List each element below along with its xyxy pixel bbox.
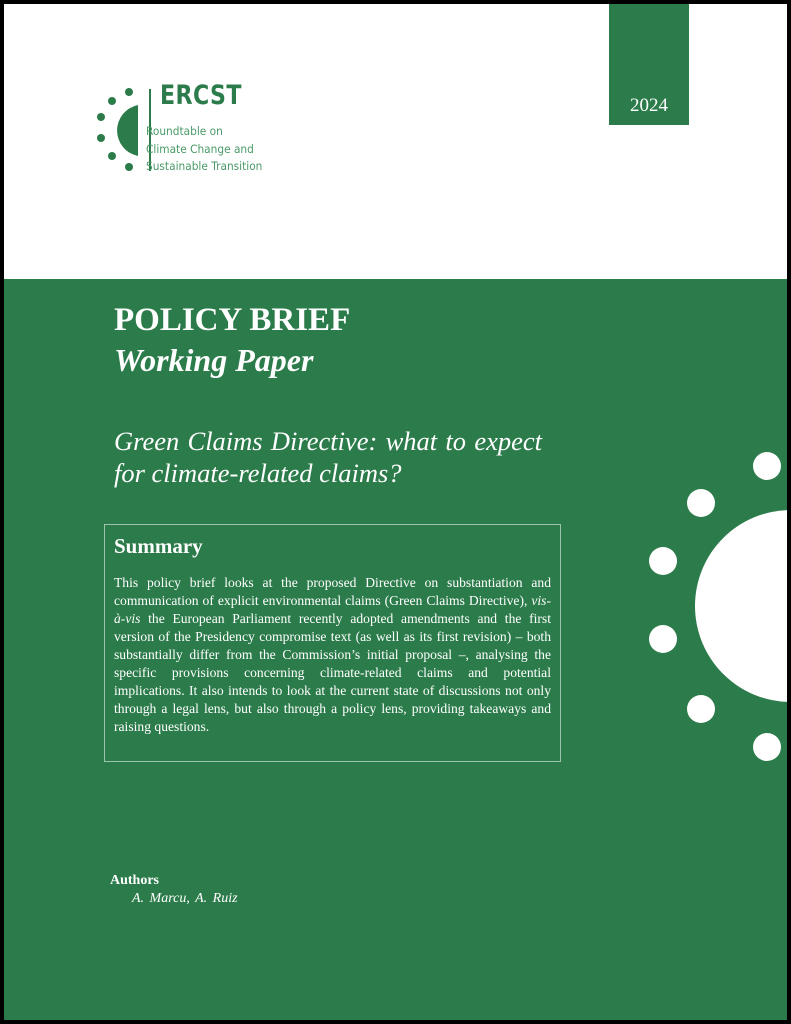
logo-acronym: ERCST (160, 80, 242, 111)
summary-text-part1: This policy brief looks at the proposed Directive on substantiation and communication of explicit environmental claims (Green Claims Directive), (114, 575, 551, 608)
document-subject-title: Green Claims Directive: what to expect for climate-related claims? (114, 426, 542, 488)
document-type-title: POLICY BRIEF (114, 302, 351, 338)
ercst-logo (84, 80, 294, 180)
green-band (4, 279, 787, 1020)
summary-text-part2: the European Parliament recently adopted amendments and the first version of the Presidency compromise text (as well as its first revision) – both substantially differ from the Commission’s initial proposal –, analysing the specific provisions concerning climate-related claims and potential implications. It also intends to look at the current state of discussions not only through a legal lens, but also through a policy lens, providing takeaways and raising questions. (114, 611, 551, 734)
summary-box (104, 524, 561, 762)
authors-names: A. Marcu, A. Ruiz (132, 891, 238, 906)
summary-paragraph (114, 574, 551, 736)
logo-subtitle (146, 123, 262, 176)
document-subtype-title: Working Paper (114, 342, 314, 378)
authors-label: Authors (110, 873, 160, 888)
logo-subtitle-line: Sustainable Transition (146, 159, 263, 173)
summary-heading: Summary (114, 534, 203, 558)
year-label: 2024 (630, 95, 668, 116)
summary-text-italic: vis-à-vis (114, 593, 551, 626)
cover-page (4, 4, 787, 1020)
logo-subtitle-line: Climate Change and (146, 141, 254, 156)
cover-header (4, 4, 787, 279)
logo-subtitle-line: Roundtable on (146, 124, 223, 138)
year-badge (609, 4, 689, 125)
